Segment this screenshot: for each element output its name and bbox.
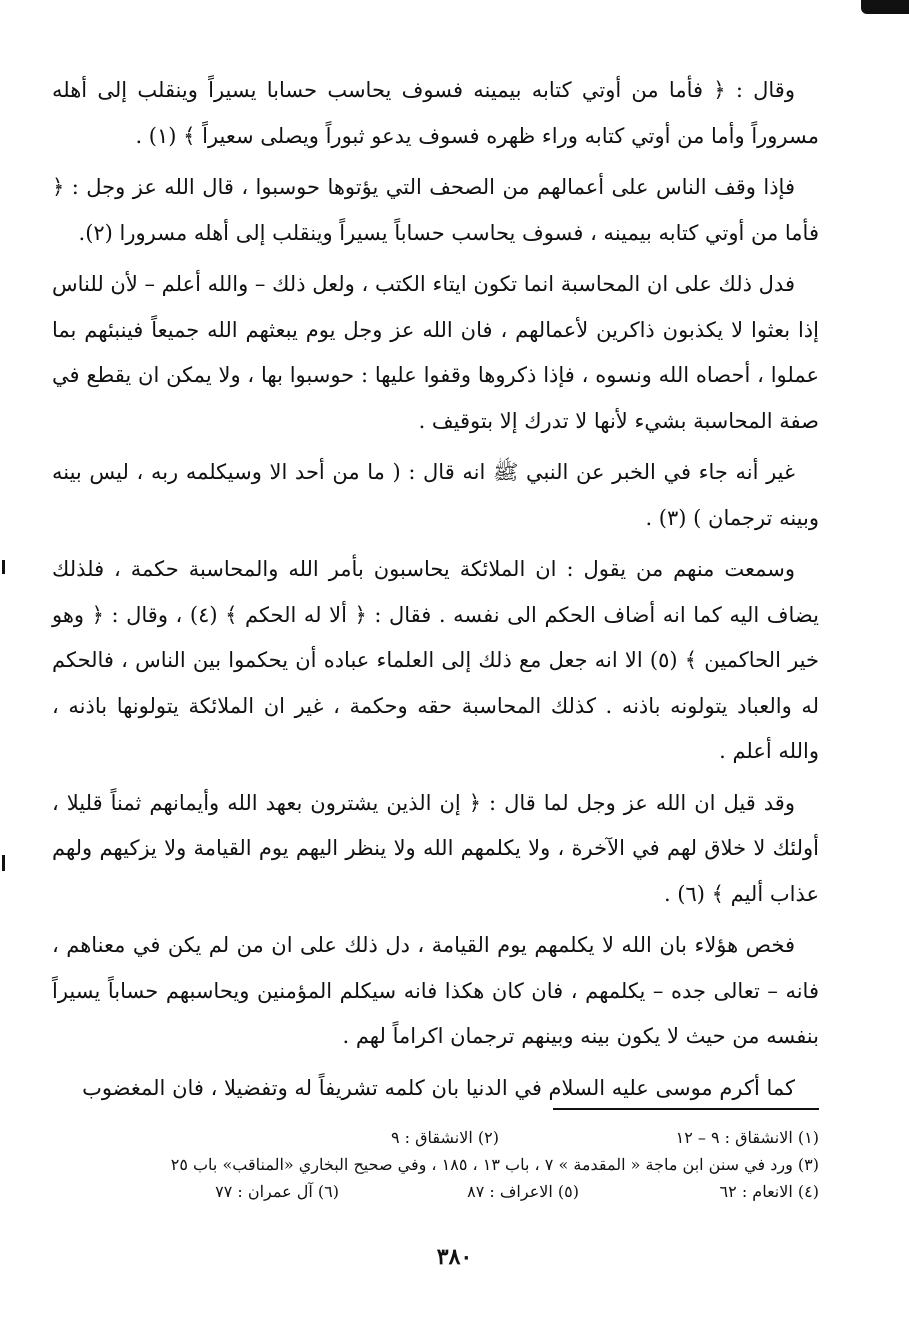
paragraph: فدل ذلك على ان المحاسبة انما تكون ايتاء الكتب ، ولعل ذلك – والله أعلم – لأن للناس إذا بعثوا لا يكذبون ذاكرين لأعمالهم ، فان الله عز وجل يوم يبعثهم الله جميعاً فينبئهم بما عملوا ، أحصاه الله ونسوه ، فإذا ذكروها وقفوا عليها : حوسبوا بها ، ولا يمكن ان يقطع في صفة المحاسبة بشيء لأنها لا تدرك إلا بتوقيف . [52,272,819,433]
paragraph: فخص هؤلاء بان الله لا يكلمهم يوم القيامة ، دل ذلك على ان من لم يكن في معناهم ، فانه – تعالى جده – يكلمهم ، فان كان هكذا فانه سيكلم المؤمنين ويحاسبهم حساباً يسيراً بنفسه من حيث لا يكون بينه وبينهم ترجمان اكراماً لهم . [52,933,819,1048]
footnote-separator [553,1108,819,1110]
paragraph: غير أنه جاء في الخبر عن النبي ﷺ انه قال : ( ما من أحد الا وسيكلمه ربه ، ليس بينه وبينه ترجمان ) (٣) . [52,460,819,530]
footnote-row [40,1124,819,1151]
footnote: (٤) الانعام : ٦٢ [719,1182,819,1201]
footnote-row [40,1178,819,1205]
page-number: ٣٨٠ [436,1244,473,1270]
paragraph: وقد قيل ان الله عز وجل لما قال : ﴿ إن الذين يشترون بعهد الله وأيمانهم ثمناً قليلا ، أولئك لا خلاق لهم في الآخرة ، ولا يكلمهم الله ولا ينظر اليهم يوم القيامة ولا يزكيهم ولهم عذاب أليم ﴾ (٦) . [52,790,819,906]
footnote: (٢) الانشقاق : ٩ [390,1128,499,1147]
main-text [52,68,819,1117]
footnote-row [40,1151,819,1178]
footnote: (٣) ورد في سنن ابن ماجة « المقدمة » ٧ ، باب ١٣ ، ١٨٥ ، وفي صحيح البخاري «المناقب» باب ٢٥ [170,1155,819,1174]
footnote: (١) الانشقاق : ٩ – ١٢ [675,1128,819,1147]
footnotes [40,1124,819,1205]
paragraph: وقال : ﴿ فأما من أوتي كتابه بيمينه فسوف يحاسب حسابا يسيراً وينقلب إلى أهله مسروراً وأما من أوتي كتابه وراء ظهره فسوف يدعو ثبوراً ويصلى سعيراً ﴾ (١) . [52,78,819,148]
edge-ink-mark [2,560,5,574]
paragraph: كما أكرم موسى عليه السلام في الدنيا بان كلمه تشريفاً له وتفضيلا ، فان المغضوب [82,1075,795,1100]
paragraph: فإذا وقف الناس على أعمالهم من الصحف التي يؤتوها حوسبوا ، قال الله عز وجل : ﴿ فأما من أوتي كتابه بيمينه ، فسوف يحاسب حساباً يسيراً وينقلب إلى أهله مسرورا (٢). [52,175,819,245]
footnote: (٥) الاعراف : ٨٧ [467,1182,579,1201]
paragraph: وسمعت منهم من يقول : ان الملائكة يحاسبون بأمر الله والمحاسبة حكمة ، فلذلك يضاف اليه كما انه أضاف الحكم الى نفسه . فقال : ﴿ ألا له الحكم ﴾ (٤) ، وقال : ﴿ وهو خير الحاكمين ﴾ (٥) الا انه جعل مع ذلك إلى العلماء عباده أن يحكموا بين الناس ، فالحكم له والعباد يتولونه باذنه . كذلك المحاسبة حقه وحكمة ، غير ان الملائكة يتولونها باذنه ، والله أعلم . [52,557,819,763]
edge-ink-mark [2,855,5,871]
corner-ink-mark [861,0,909,14]
footnote: (٦) آل عمران : ٧٧ [215,1182,339,1201]
